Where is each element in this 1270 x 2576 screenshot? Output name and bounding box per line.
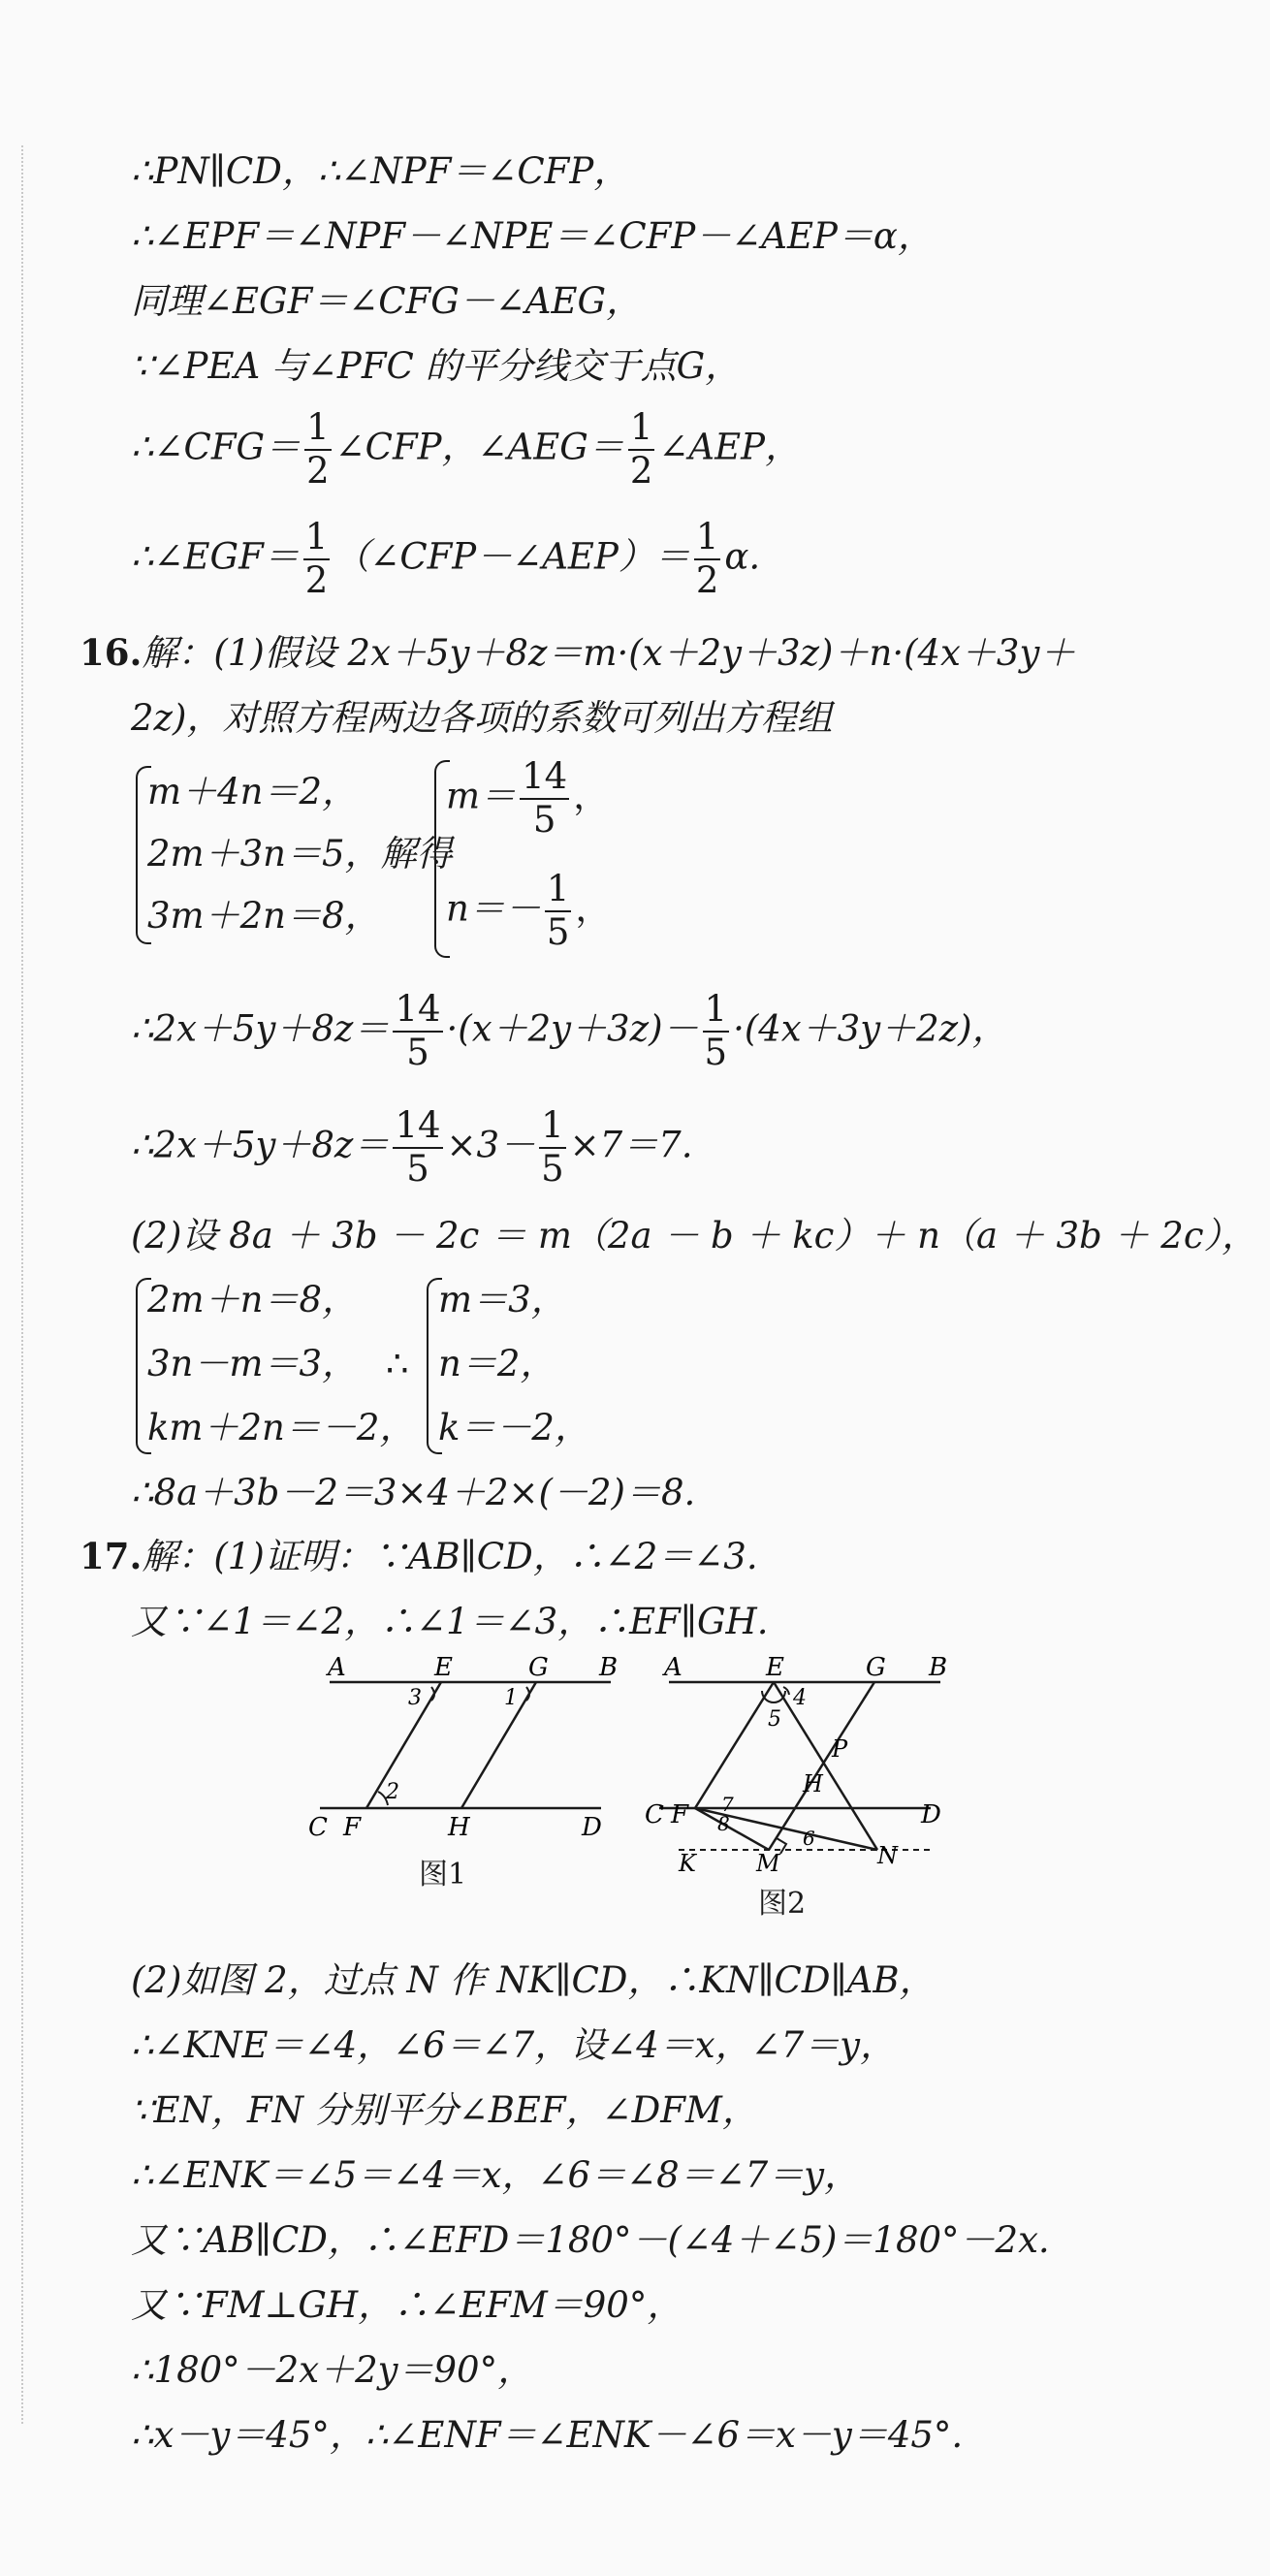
denominator: 2: [629, 449, 653, 492]
label-P: P: [832, 1735, 848, 1763]
numerator: 14: [520, 758, 569, 800]
label-M: M: [756, 1850, 780, 1871]
label-N: N: [877, 1842, 898, 1869]
label-H: H: [448, 1813, 470, 1842]
solution-equation: n＝2，: [438, 1343, 556, 1384]
label-C: C: [645, 1800, 664, 1829]
angle-label-3: 3: [408, 1686, 422, 1710]
solution-equation: k＝－2，: [438, 1407, 590, 1448]
numerator: 14: [393, 991, 442, 1033]
text-segment: ∠AEP，: [658, 426, 801, 468]
numerator: 1: [545, 871, 572, 912]
text-line-with-fractions: [131, 406, 801, 492]
text-segment: ∠CFP，∠AEG＝: [334, 426, 624, 468]
denominator: 5: [704, 1031, 728, 1073]
equation: 3m＋2n＝8，: [147, 895, 381, 937]
text-line: ∵EN，FN 分别平分∠BEF，∠DFM，: [131, 2089, 758, 2131]
numerator: 14: [393, 1107, 442, 1149]
text-line-with-fractions: [131, 1104, 693, 1190]
figure-1-diagram: [301, 1648, 630, 1842]
angle-label-4: 4: [793, 1686, 807, 1710]
question-number: 16.: [79, 631, 143, 674]
denominator: 5: [532, 798, 556, 841]
text-segment: ·(4x＋3y＋2z)，: [733, 1007, 1008, 1050]
text-line: ∴8a＋3b－2＝3×4＋2×(－2)＝8.: [131, 1472, 696, 1513]
text-line: ∵∠PEA 与∠PFC 的平分线交于点G，: [131, 345, 742, 387]
text-segment: ∴2x＋5y＋8z＝: [131, 1007, 390, 1050]
angle-label-7: 7: [721, 1793, 734, 1816]
label-D: D: [921, 1800, 941, 1829]
text-line: 又∵FM⊥GH，∴∠EFM＝90°，: [131, 2284, 683, 2326]
text-line: 2z)，对照方程两边各项的系数可列出方程组: [131, 697, 833, 739]
label-A: A: [328, 1653, 346, 1682]
fraction-14-5: [393, 988, 442, 1073]
text-segment: ×3－: [446, 1124, 536, 1166]
label-H: H: [803, 1770, 823, 1797]
label-E: E: [766, 1653, 784, 1682]
text-segment: ∴∠EGF＝: [131, 535, 300, 578]
text-line-with-fractions: [131, 988, 1008, 1073]
text-line: ∴∠ENK＝∠5＝∠4＝x，∠6＝∠8＝∠7＝y，: [131, 2154, 861, 2196]
equation: m＋4n＝2，: [147, 771, 358, 812]
therefore-symbol: ∴: [386, 1343, 409, 1384]
text-segment: ×7＝7.: [569, 1124, 693, 1166]
equation: km＋2n＝－2，: [147, 1407, 416, 1448]
figure-2-diagram: [640, 1648, 960, 1871]
solution-equation: n＝－ $\frac{1}{5}$ ，: [446, 868, 612, 953]
label-F: F: [671, 1800, 689, 1829]
solution-equation: m＝ $\frac{14}{5}$ ，: [446, 755, 610, 841]
denominator: 2: [695, 558, 719, 601]
label-B: B: [929, 1653, 948, 1682]
label-F: F: [343, 1813, 362, 1842]
fraction-1-5: [539, 1104, 566, 1190]
text-line: 又∵∠1＝∠2，∴∠1＝∠3，∴EF∥GH.: [131, 1601, 769, 1642]
text-line-with-fractions: [131, 516, 761, 601]
figure-1-caption: 图1: [419, 1858, 467, 1892]
angle-label-6: 6: [803, 1827, 815, 1850]
denominator: 5: [406, 1147, 429, 1190]
text-segment: m＝: [446, 775, 517, 817]
label-G: G: [866, 1653, 886, 1682]
text-segment: （∠CFP－∠AEP）＝: [333, 535, 690, 578]
numerator: 1: [703, 991, 730, 1033]
question-17-line: [79, 1535, 758, 1577]
numerator: 1: [628, 409, 655, 451]
text-line: 又∵AB∥CD，∴∠EFD＝180°－(∠4＋∠5)＝180°－2x.: [131, 2219, 1050, 2261]
text-segment: α.: [724, 535, 761, 578]
text-segment: 解：(1)假设 2x＋5y＋8z＝m·(x＋2y＋3z)＋n·(4x＋3y＋: [142, 632, 1076, 674]
text-line: ∴x－y＝45°，∴∠ENF＝∠ENK－∠6＝x－y＝45°.: [131, 2414, 964, 2456]
text-line: ∴∠EPF＝∠NPF－∠NPE＝∠CFP－∠AEP＝α，: [131, 215, 934, 257]
text-line: (2)设 8a ＋ 3b － 2c ＝ m（2a － b ＋ kc）＋ n（a ＋ 3b ＋ 2c），: [131, 1215, 1258, 1256]
fraction-14-5: [520, 755, 569, 841]
text-segment: 解：(1)证明：∵AB∥CD，∴∠2＝∠3.: [142, 1536, 758, 1577]
denominator: 2: [304, 558, 329, 601]
angle-label-2: 2: [386, 1780, 399, 1804]
fraction-half: [628, 406, 655, 492]
denominator: 5: [541, 1147, 564, 1190]
question-number: 17.: [79, 1535, 143, 1577]
fraction-1-5: [703, 988, 730, 1073]
text-line: 同理∠EGF＝∠CFG－∠AEG，: [131, 280, 643, 322]
label-B: B: [599, 1653, 619, 1682]
text-line: ∴180°－2x＋2y＝90°，: [131, 2349, 534, 2391]
text-segment: ·(x＋2y＋3z)－: [446, 1007, 699, 1050]
angle-label-8: 8: [717, 1812, 730, 1835]
solution-equation: m＝3，: [438, 1279, 567, 1320]
binding-margin-line: [21, 145, 23, 2424]
numerator: 1: [694, 519, 721, 560]
label-A: A: [664, 1653, 683, 1682]
label-K: K: [679, 1850, 696, 1871]
numerator: 1: [304, 409, 332, 451]
fraction-half: [303, 516, 331, 601]
angle-label-1: 1: [504, 1686, 518, 1710]
text-segment: n＝－: [446, 887, 541, 930]
equation: 2m＋3n＝5，解得: [147, 833, 453, 875]
numerator: 1: [303, 519, 331, 560]
text-line: (2)如图 2，过点 N 作 NK∥CD，∴KN∥CD∥AB，: [131, 1959, 936, 2001]
label-E: E: [434, 1653, 453, 1682]
fraction-half: [304, 406, 332, 492]
numerator: 1: [539, 1107, 566, 1149]
equation: 2m＋n＝8，: [147, 1279, 358, 1320]
denominator: 2: [306, 449, 330, 492]
text-segment: ∴2x＋5y＋8z＝: [131, 1124, 390, 1166]
fraction-1-5: [545, 868, 572, 953]
text-segment: ∴∠CFG＝: [131, 426, 302, 468]
angle-label-5: 5: [768, 1707, 781, 1732]
question-16-line: [79, 631, 1076, 674]
text-line: ∴∠KNE＝∠4，∠6＝∠7，设∠4＝x，∠7＝y，: [131, 2024, 897, 2066]
text-line: ∴PN∥CD，∴∠NPF＝∠CFP，: [131, 150, 630, 192]
label-D: D: [582, 1813, 602, 1842]
fraction-half: [694, 516, 721, 601]
figure-2-caption: 图2: [758, 1887, 807, 1921]
denominator: 5: [406, 1031, 429, 1073]
equation: 3n－m＝3，: [147, 1343, 358, 1384]
fraction-14-5: [393, 1104, 442, 1190]
label-G: G: [528, 1653, 549, 1682]
label-C: C: [308, 1813, 328, 1842]
denominator: 5: [546, 910, 570, 953]
